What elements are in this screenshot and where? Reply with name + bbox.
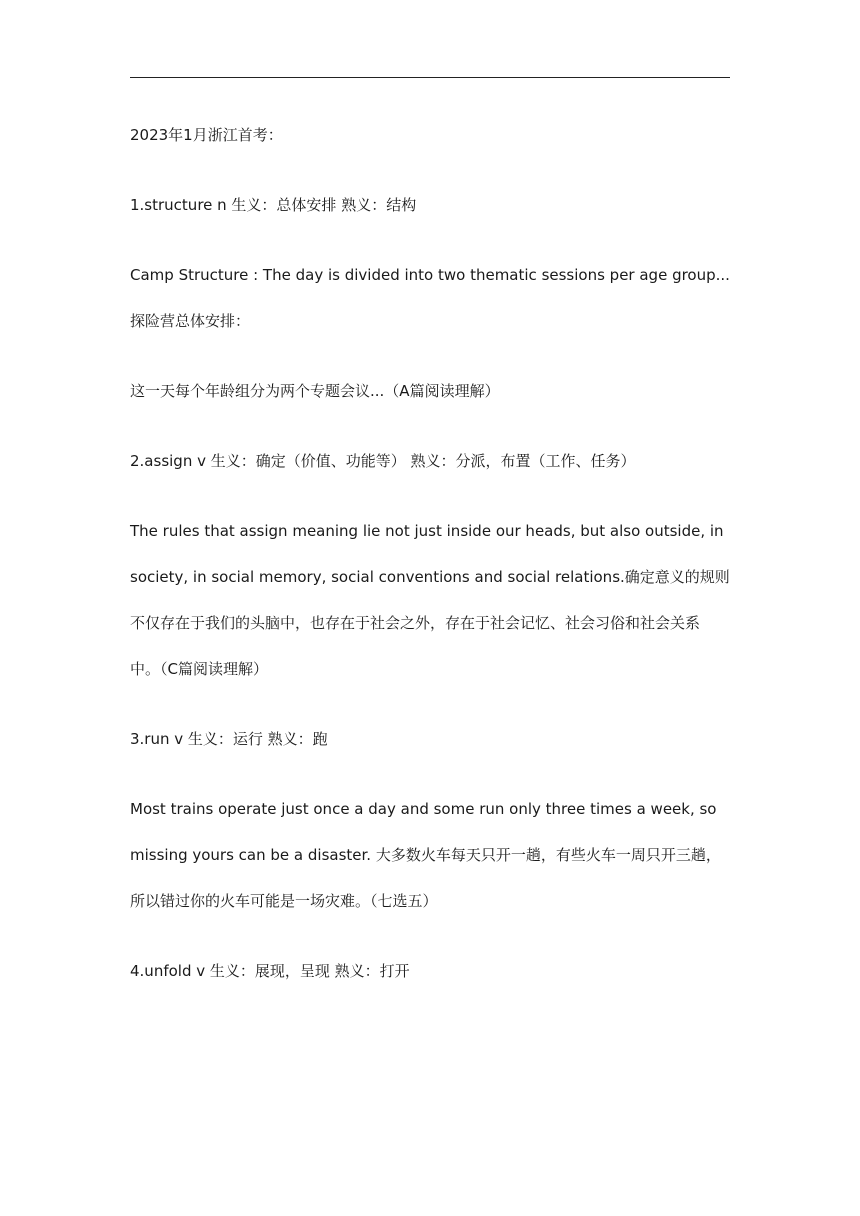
item-3-example-line: missing yours can be a disaster. 大多数火车每天只开一趟，有些火车一周只开三趟， [130, 846, 721, 864]
item-3-example-line: Most trains operate just once a day and some run only three times a week, so [130, 800, 717, 818]
item-2-term: 2.assign v 生义：确定（价值、功能等） 熟义：分派，布置（工作、任务） [130, 452, 636, 470]
item-1-term: 1.structure n 生义：总体安排 熟义：结构 [130, 196, 417, 214]
header-rule [130, 77, 730, 78]
item-3-example-line: 所以错过你的火车可能是一场灾难。（七选五） [130, 892, 438, 910]
item-3-example [130, 786, 730, 924]
item-3-term: 3.run v 生义：运行 熟义：跑 [130, 730, 328, 748]
item-2-example-line: 中。（C篇阅读理解） [130, 660, 268, 678]
document-heading: 2023年1月浙江首考： [130, 126, 283, 144]
item-1-example-line: Camp Structure : The day is divided into two thematic sessions per age group... [130, 266, 730, 284]
document-body [130, 112, 730, 1018]
item-4-term: 4.unfold v 生义：展现，呈现 熟义：打开 [130, 962, 410, 980]
item-2-example-line: society, in social memory, social conventions and social relations.确定意义的规则 [130, 568, 730, 586]
item-1-translation: 这一天每个年龄组分为两个专题会议...（A篇阅读理解） [130, 382, 500, 400]
item-1-example-line: 探险营总体安排： [130, 312, 251, 330]
item-1-example [130, 252, 730, 344]
item-2-example-line: The rules that assign meaning lie not just inside our heads, but also outside, in [130, 522, 724, 540]
item-2-example-line: 不仅存在于我们的头脑中，也存在于社会之外，存在于社会记忆、社会习俗和社会关系 [130, 614, 701, 632]
item-2-example [130, 508, 730, 692]
